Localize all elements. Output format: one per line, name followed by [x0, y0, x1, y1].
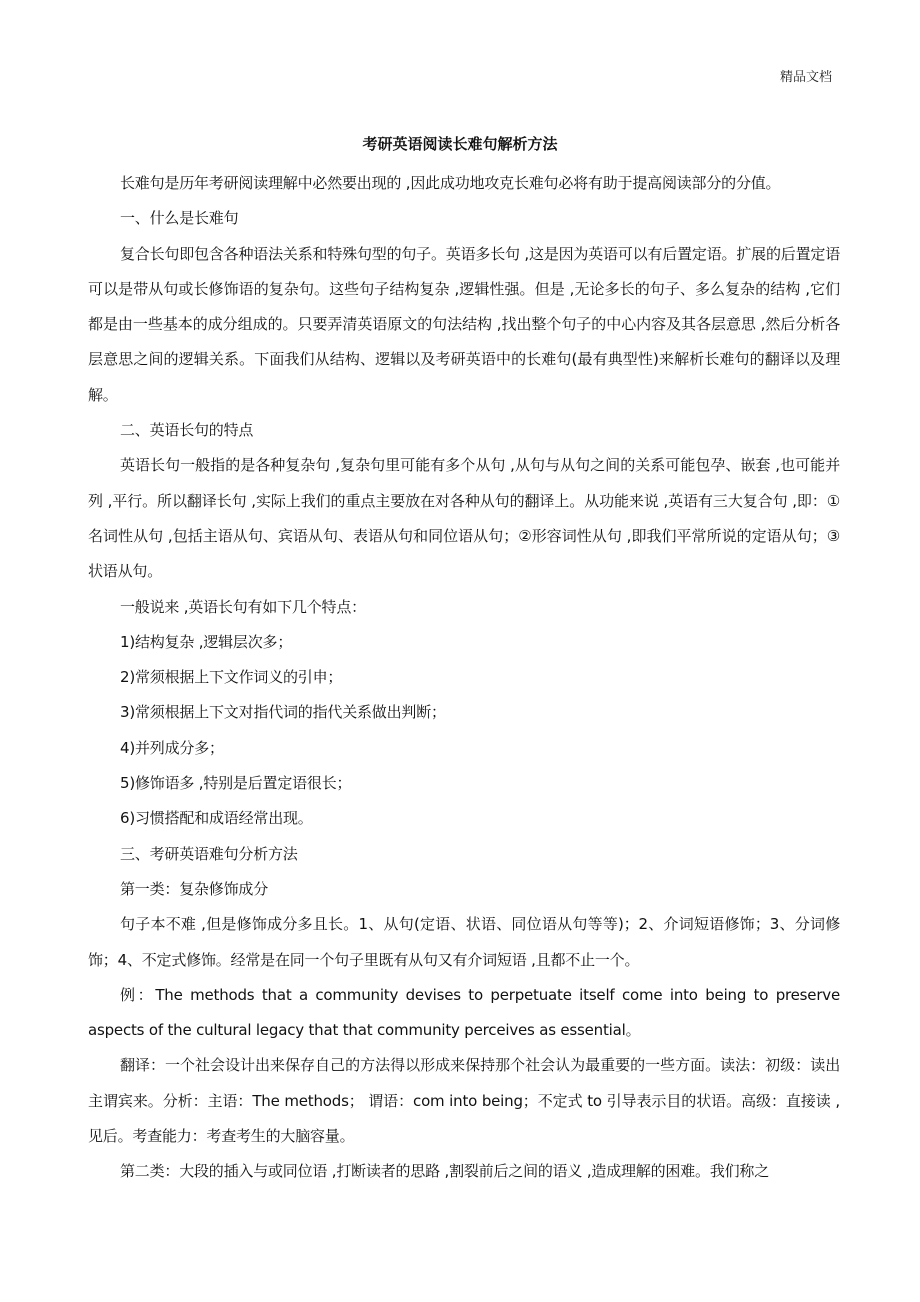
translation-paragraph: 翻译：一个社会设计出来保存自己的方法得以形成来保持那个社会认为最重要的一些方面。读法：初级：读出主谓宾来。分析：主语：The methods； 谓语：com into being；不定式 to 引导表示目的状语。高级：直接读 ,见后。考查能力：考查考生的大脑容量。 — [88, 1056, 840, 1146]
feature-item: 6)习惯搭配和成语经常出现。 — [120, 809, 313, 828]
feature-item: 2)常须根据上下文作词义的引申； — [120, 668, 343, 687]
intro-paragraph: 长难句是历年考研阅读理解中必然要出现的 ,因此成功地攻克长难句必将有助于提高阅读部分的分值。 — [120, 174, 781, 192]
features-intro: 一般说来 ,英语长句有如下几个特点： — [120, 597, 366, 616]
feature-item: 4)并列成分多； — [120, 738, 224, 757]
document-title: 考研英语阅读长难句解析方法 — [362, 135, 558, 153]
section-heading-2: 二、英语长句的特点 — [120, 421, 254, 440]
paragraph-modifiers: 句子本不难 ,但是修饰成分多且长。1、从句(定语、状语、同位语从句等等)；2、介词短语修饰；3、分词修饰；4、不定式修饰。经常是在同一个句子里既有从句又有介词短语 ,且都不止一个。 — [88, 915, 840, 969]
feature-item: 3)常须根据上下文对指代词的指代关系做出判断； — [120, 703, 446, 722]
document-body — [88, 166, 840, 1190]
paragraph-definition: 复合长句即包含各种语法关系和特殊句型的句子。英语多长句 ,这是因为英语可以有后置定语。扩展的后置定语可以是带从句或长修饰语的复杂句。这些句子结构复杂 ,逻辑性强。但是 ,无论多长的句子、多么复杂的结构 ,它们都是由一些基本的成分组成的。只要弄清英语原文的句法结构 ,找出整个句子的中心内容及其各层意思 ,然后分析各层意思之间的逻辑关系。下面我们从结构、逻辑以及考研英语中的长难句(最有典型性)来解析长难句的翻译以及理解。 — [88, 244, 840, 404]
category-heading-1: 第一类：复杂修饰成分 — [120, 879, 269, 898]
feature-item: 1)结构复杂 ,逻辑层次多； — [120, 632, 293, 651]
section-heading-1: 一、什么是长难句 — [120, 209, 239, 228]
header-watermark-text: 精品文档 — [779, 70, 832, 85]
example-sentence: 例：The methods that a community devises to perpetuate itself come into being to preserve aspects of the cultural legacy that that community perceives as essential。 — [88, 985, 840, 1040]
paragraph-features: 英语长句一般指的是各种复杂句 ,复杂句里可能有多个从句 ,从句与从句之间的关系可能包孕、嵌套 ,也可能并列 ,平行。所以翻译长句 ,实际上我们的重点主要放在对各种从句的翻译上。从功能来说 ,英语有三大复合句 ,即：①名词性从句 ,包括主语从句、宾语从句、表语从句和同位语从句；②形容词性从句 ,即我们平常所说的定语从句；③状语从句。 — [88, 456, 840, 581]
section-heading-3: 三、考研英语难句分析方法 — [120, 844, 298, 863]
feature-item: 5)修饰语多 ,特别是后置定语很长； — [120, 774, 352, 793]
category-heading-2: 第二类：大段的插入与或同位语 ,打断读者的思路 ,割裂前后之间的语义 ,造成理解的困难。我们称之 — [120, 1162, 770, 1181]
